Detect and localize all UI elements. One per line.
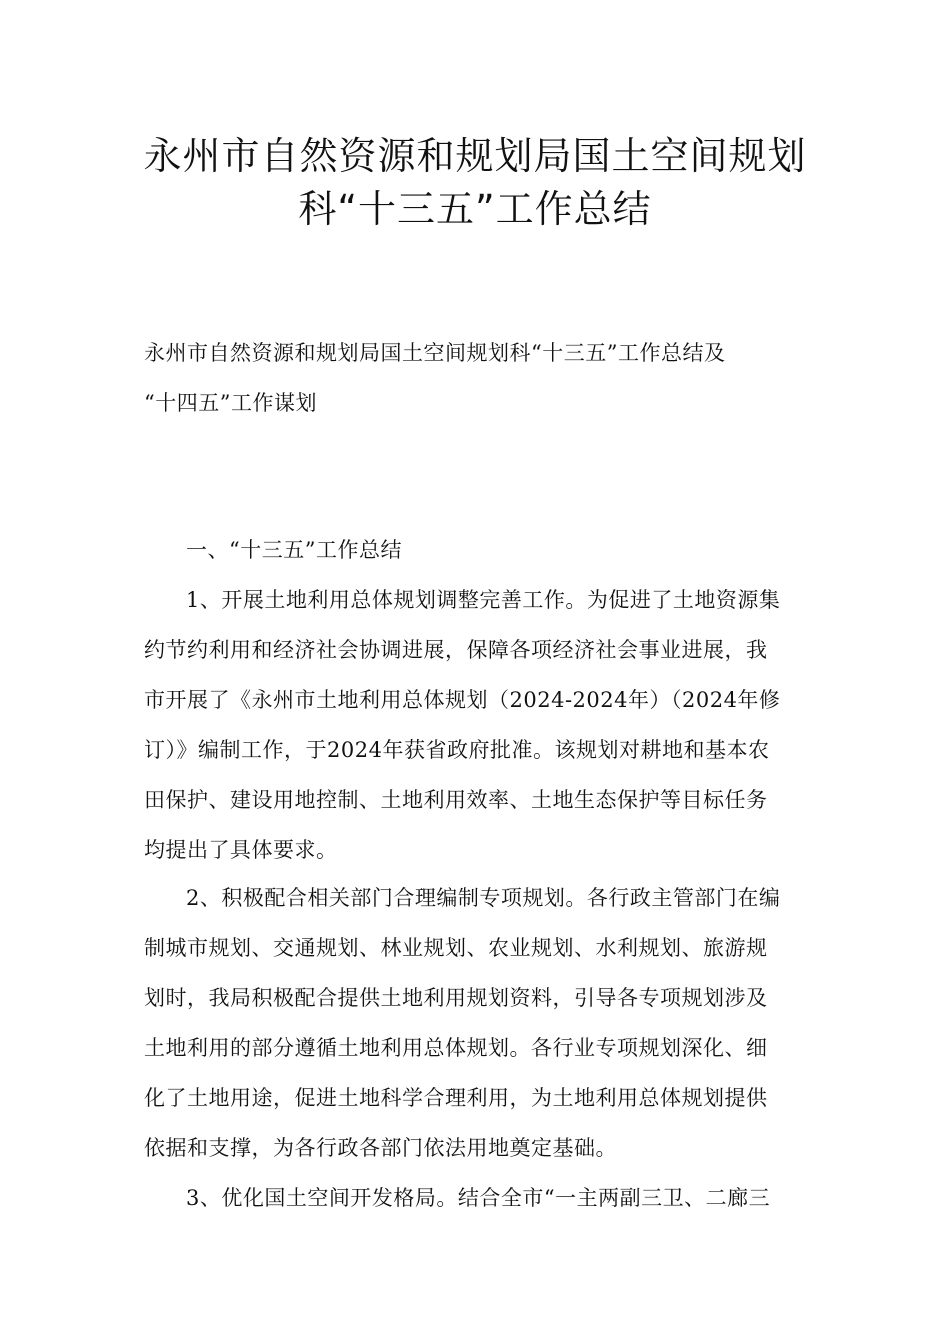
paragraph-2-line-2: 制城市规划、交通规划、林业规划、农业规划、水利规划、旅游规 <box>144 936 768 960</box>
document-title-line-2: 科“十三五”工作总结 <box>298 187 652 231</box>
subtitle-line-2: “十四五”工作谋划 <box>144 391 317 415</box>
paragraph-2-line-5: 化了土地用途，促进土地科学合理利用，为土地利用总体规划提供 <box>144 1086 768 1110</box>
paragraph-1-line-6: 均提出了具体要求。 <box>144 838 338 862</box>
paragraph-1-line-4: 订）》编制工作，于2024年获省政府批准。该规划对耕地和基本农 <box>144 738 770 762</box>
paragraph-2-line-4: 土地利用的部分遵循土地利用总体规划。各行业专项规划深化、细 <box>144 1036 768 1060</box>
document-title-line-1: 永州市自然资源和规划局国土空间规划 <box>143 134 807 178</box>
subtitle-line-1: 永州市自然资源和规划局国土空间规划科“十三五”工作总结及 <box>144 341 726 365</box>
paragraph-2-line-3: 划时，我局积极配合提供土地利用规划资料，引导各专项规划涉及 <box>144 986 768 1010</box>
paragraph-3-line-1: 3、优化国土空间开发格局。结合全市“一主两副三卫、二廊三 <box>186 1186 771 1210</box>
paragraph-1-line-3: 市开展了《永州市土地利用总体规划（2024-2024年）（2024年修 <box>144 688 781 712</box>
paragraph-1-line-2: 约节约利用和经济社会协调进展，保障各项经济社会事业进展，我 <box>144 638 768 662</box>
paragraph-2-line-1: 2、积极配合相关部门合理编制专项规划。各行政主管部门在编 <box>186 886 781 910</box>
paragraph-1-line-5: 田保护、建设用地控制、土地利用效率、土地生态保护等目标任务 <box>144 788 768 812</box>
paragraph-2-line-6: 依据和支撑，为各行政各部门依法用地奠定基础。 <box>144 1136 617 1160</box>
section-heading: 一、“十三五”工作总结 <box>186 538 402 562</box>
paragraph-1-line-1: 1、开展土地利用总体规划调整完善工作。为促进了土地资源集 <box>186 588 781 612</box>
